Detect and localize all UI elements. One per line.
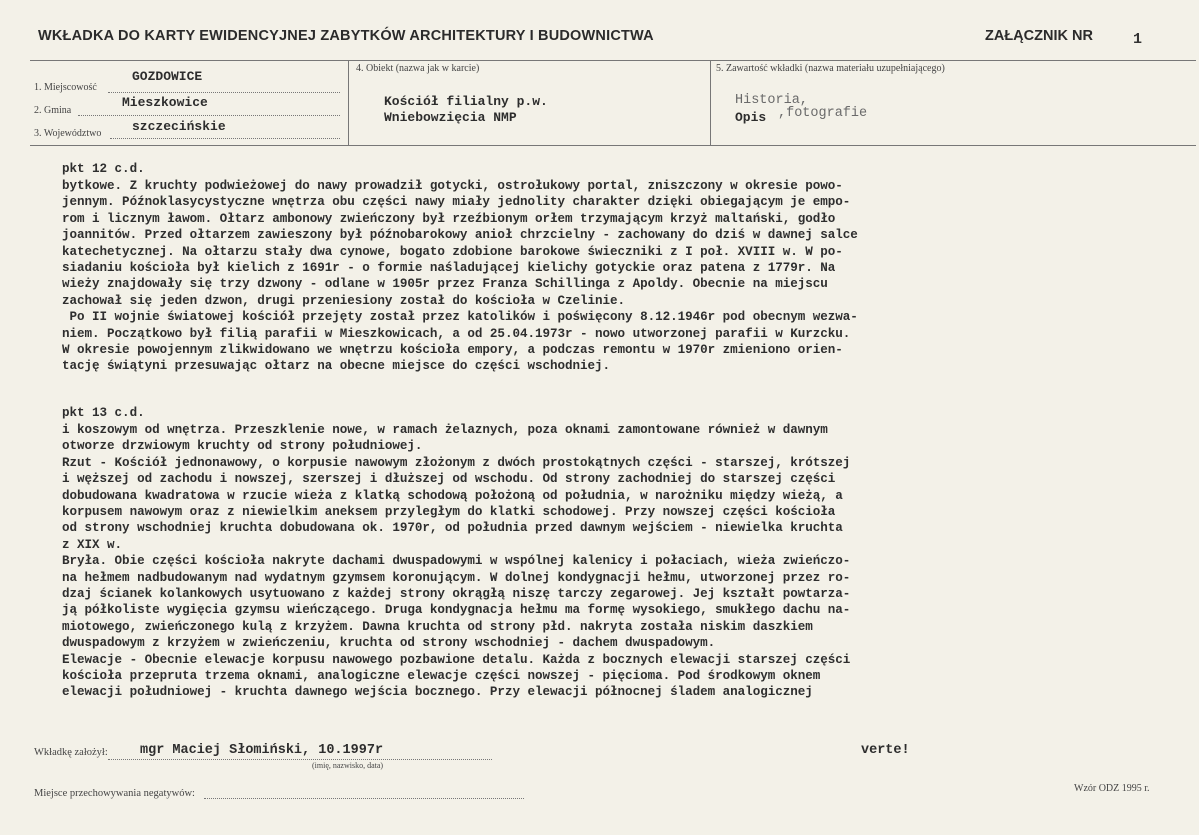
body-text-line: i koszowym od wnętrza. Przeszklenie nowe, w ramach żelaznych, poza oknami zamontowane również w dawnym xyxy=(62,423,828,437)
body-text-line: dwuspadowym z krzyżem w zwieńczeniu, kruchta od strony wschodniej - dachem dwuspadowym. xyxy=(62,636,716,651)
section-heading: pkt 13 c.d. xyxy=(62,406,145,420)
body-text-line: wieży znajdowały się trzy dzwony - odlane w 1905r przez Franza Schillinga z Apoldy. Obecnie na miejscu xyxy=(62,277,828,292)
obiekt-label: 4. Obiekt (nazwa jak w karcie) xyxy=(356,63,480,74)
body-text-line: Elewacje - Obecnie elewacje korpusu nawowego pozbawione detalu. Każda z bocznych elewacji starszej części xyxy=(62,652,851,667)
body-text-line: Rzut - Kościół jednonawowy, o korpusie nawowym złożonym z dwóch prostokątnych części - starszej, krótszej xyxy=(62,455,851,470)
zawartosc-line-1: Historia, xyxy=(735,93,808,108)
obiekt-line-2: Wniebowzięcia NMP xyxy=(384,110,517,125)
body-text-line: Po II wojnie światowej kościół przejęty został przez katolików i poświęcony 8.12.1946r pod obecnym wezwa- xyxy=(62,310,858,325)
body-text-line: rom i licznym ławom. Ołtarz ambonowy zwieńczony był rzeźbionym orłem trzymającym krzyż maltański, godło xyxy=(62,211,836,226)
body-text-line: korpusem nawowym oraz z niewielkim aneksem przyległym do klatki schodowej. Przy nowszej części kościoła xyxy=(62,505,836,519)
body-text-line: dzaj ścianek kolankowych usytuowano z każdej strony okrągłą niszę tarczy zegarowej. Jej kształt powtarza- xyxy=(62,587,851,601)
verte-note: verte! xyxy=(861,743,910,758)
gmina-line xyxy=(78,115,340,116)
body-text-line: W okresie powojennym zlikwidowano we wnętrzu kościoła empory, a podczas remontu w 1970r zmieniono orien- xyxy=(62,343,843,357)
body-text-line: niem. Początkowo był filią parafii w Mieszkowicach, a od 25.04.1973r - nowo utworzonej parafii w Kurzcku. xyxy=(62,326,851,341)
wojewodztwo-value: szczecińskie xyxy=(132,119,226,134)
header-divider-1 xyxy=(348,60,349,146)
body-text-line: jennym. Późnoklasycystyczne wnętrza obu części nawy miały jednolity charakter dzięki obiegającym je empo- xyxy=(62,195,851,210)
wojewodztwo-line xyxy=(110,138,340,139)
body-text-line: zachował się jeden dzwon, drugi przeniesiony został do kościoła w Czelinie. xyxy=(62,293,626,308)
author-hint: (imię, nazwisko, data) xyxy=(312,761,384,770)
gmina-label: 2. Gmina xyxy=(34,105,72,116)
body-text-line: bytkowe. Z kruchty podwieżowej do nawy prowadził gotycki, ostrołukowy portal, zniszczony w okresie powo- xyxy=(62,179,843,193)
annex-label: ZAŁĄCZNIK NR xyxy=(985,28,1093,44)
body-text-line: joannitów. Przed ołtarzem zawieszony był późnobarokowy anioł chrzcielny - zachowany do dziś w dawnej salce xyxy=(62,228,858,243)
obiekt-line-1: Kościół filialny p.w. xyxy=(384,94,548,109)
body-text-line: z XIX w. xyxy=(62,537,123,552)
section-heading: pkt 12 c.d. xyxy=(62,162,145,176)
zawartosc-label: 5. Zawartość wkładki (nazwa materiału uzupełniającego) xyxy=(716,63,945,74)
header-bottom-rule xyxy=(30,145,1196,146)
miejscowosc-line xyxy=(108,92,340,93)
body-text-line: i węższej od zachodu i nowszej, szerszej i dłuższej od wschodu. Od strony zachodniej do starszej części xyxy=(62,472,836,487)
body-text-line: na hełmem nadbudowanym nad wydatnym gzymsem koronującym. W dolnej kondygnacji hełmu, utworzonej przez ro- xyxy=(62,570,851,585)
header-top-rule xyxy=(30,60,1196,61)
negatives-label: Miejsce przechowywania negatywów: xyxy=(34,788,195,799)
body-text-line: miotowego, zwieńczonego kulą z krzyżem. Dawna kruchta od strony płd. nakryta została niskim daszkiem xyxy=(62,619,813,634)
author-value: mgr Maciej Słomiński, 10.1997r xyxy=(140,743,384,758)
body-text-line: Bryła. Obie części kościoła nakryte dachami dwuspadowymi w wspólnej kalenicy i połaciach, wieża zwieńczo- xyxy=(62,554,851,569)
header-divider-2 xyxy=(710,60,711,146)
body-text-line: siadaniu kościoła był kielich z 1691r - o formie naśladującej kielichy gotyckie oraz patena z 1779r. Na xyxy=(62,261,836,275)
zawartosc-line-2a: Opis xyxy=(735,110,767,125)
author-line xyxy=(108,759,492,760)
body-text-line: elewacji południowej - kruchta dawnego wejścia bocznego. Przy elewacji północnej śladem analogicznej xyxy=(62,685,813,700)
annex-number: 1 xyxy=(1133,31,1143,48)
negatives-line xyxy=(204,798,524,799)
zawartosc-line-2b: ,fotografie xyxy=(778,106,868,121)
wojewodztwo-label: 3. Województwo xyxy=(34,128,102,139)
form-title: WKŁADKA DO KARTY EWIDENCYJNEJ ZABYTKÓW ARCHITEKTURY I BUDOWNICTWA xyxy=(38,28,654,44)
author-label: Wkładkę założył: xyxy=(34,747,108,758)
body-text-line: ją półkoliste wygięcia gzymsu wieńczącego. Druga kondygnacja hełmu ma formę wysokiego, smukłego dachu na- xyxy=(62,603,851,618)
body-text-line: od strony wschodniej kruchta dobudowana ok. 1970r, od południa przed dawnym wejściem - niewielka kruchta xyxy=(62,521,843,536)
body-text-line: otworze drzwiowym kruchty od strony południowej. xyxy=(62,439,423,454)
gmina-value: Mieszkowice xyxy=(122,95,208,110)
body-text-line: tację świątyni przesuwając ołtarz na obecne miejsce do części wschodniej. xyxy=(62,359,611,374)
body-text-line: katechetycznej. Na ołtarzu stały dwa cynowe, bogato zdobione barokowe świeczniki z I poł. XVIII w. W po- xyxy=(62,244,843,259)
body-text-line: dobudowana kwadratowa w rzucie wieża z klatką schodową położoną od południa, w narożniku między wieżą, a xyxy=(62,488,843,503)
body-text-line: kościoła przepruta trzema oknami, analogiczne elewacje części nowszej - pięcioma. Pod środkowym oknem xyxy=(62,669,821,683)
miejscowosc-label: 1. Miejscowość xyxy=(34,82,97,93)
form-code: Wzór ODZ 1995 r. xyxy=(1074,783,1150,794)
miejscowosc-value: GOZDOWICE xyxy=(132,69,203,84)
